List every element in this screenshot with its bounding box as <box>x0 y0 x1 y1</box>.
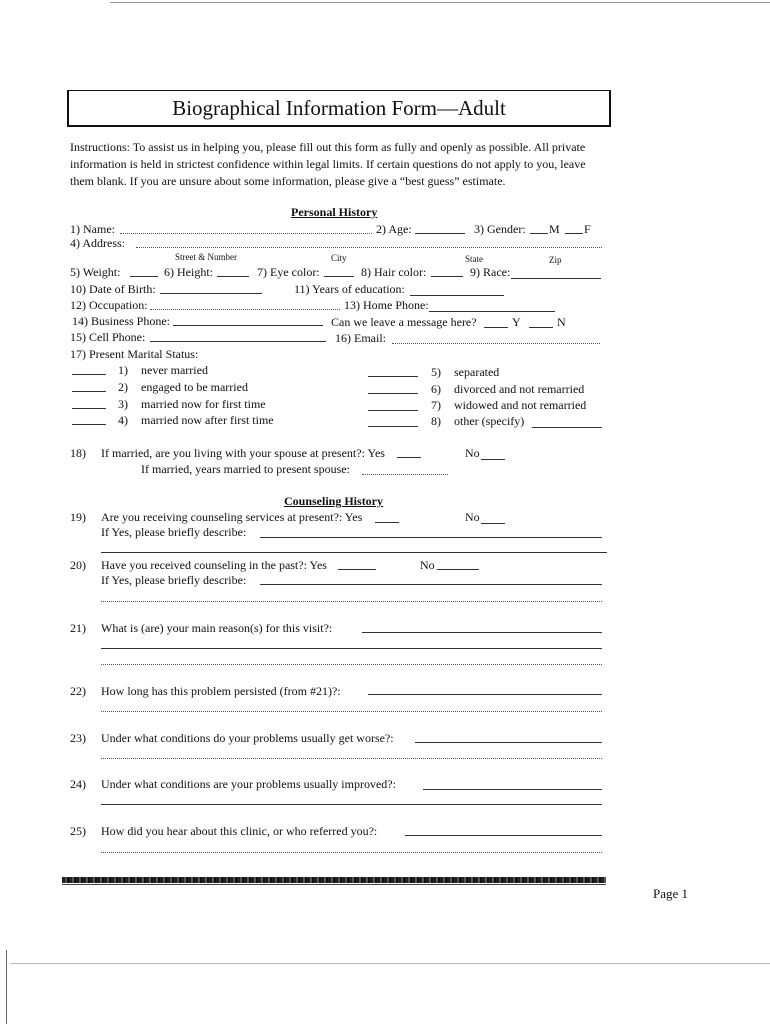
gender-m-option[interactable]: M <box>549 222 560 236</box>
marital-option-8: other (specify) <box>454 414 525 428</box>
marital-blank-8[interactable] <box>368 426 418 427</box>
education-field[interactable] <box>410 295 504 296</box>
eye-color-label: 7) Eye color: <box>257 265 320 279</box>
q24-field-2[interactable] <box>101 804 602 805</box>
hair-color-label: 8) Hair color: <box>361 265 427 279</box>
q20-no-label: No <box>420 558 435 572</box>
q21-label: What is (are) your main reason(s) for this visit?: <box>101 621 333 635</box>
message-yes-field[interactable] <box>484 327 508 328</box>
cell-phone-label: 15) Cell Phone: <box>70 330 146 344</box>
q23-field-1[interactable] <box>415 742 602 743</box>
counseling-history-heading: Counseling History <box>284 494 384 508</box>
q18-no-field[interactable] <box>481 459 505 460</box>
weight-field[interactable] <box>130 276 158 277</box>
q21-field-1[interactable] <box>362 632 602 633</box>
marital-other-field[interactable] <box>532 427 602 428</box>
eye-color-field[interactable] <box>324 276 354 277</box>
q22-label: How long has this problem persisted (from #21)?: <box>101 684 341 698</box>
weight-label: 5) Weight: <box>70 265 121 279</box>
personal-history-heading: Personal History <box>291 205 378 219</box>
address-city-caption: City <box>331 253 347 263</box>
q20-label: Have you received counseling in the past?: Yes <box>101 558 327 572</box>
q20b-field-1[interactable] <box>260 584 602 585</box>
address-street-caption: Street & Number <box>175 252 237 262</box>
age-label: 2) Age: <box>376 222 412 236</box>
cell-phone-field[interactable] <box>150 341 326 342</box>
instructions: Instructions: To assist us in helping you, please fill out this form as fully and openly as possible. All private information is held in strictest confidence within legal limits. If certain questions do not apply to you, leave them blank. If you are unsure about some information, please give a “best guess” estimate. <box>70 140 586 188</box>
q20-yes-field[interactable] <box>338 569 376 570</box>
q18-label: If married, are you living with your spouse at present?: Yes <box>101 446 385 460</box>
marital-blank-3[interactable] <box>72 408 106 409</box>
address-field[interactable] <box>136 247 602 248</box>
address-label: 4) Address: <box>70 236 125 250</box>
q21-field-3[interactable] <box>101 664 602 665</box>
q18-number: 18) <box>70 446 86 460</box>
occupation-field[interactable] <box>150 309 340 310</box>
gender-m-field[interactable] <box>530 233 548 234</box>
message-no-field[interactable] <box>529 327 553 328</box>
marital-num-6: 6) <box>431 382 441 396</box>
gender-label: 3) Gender: <box>474 222 526 236</box>
address-state-caption: State <box>465 254 483 264</box>
age-field[interactable] <box>415 233 465 234</box>
q22-field-1[interactable] <box>368 694 602 695</box>
marital-num-4: 4) <box>118 413 128 427</box>
q19-number: 19) <box>70 510 86 524</box>
dob-field[interactable] <box>160 293 262 294</box>
business-phone-label: 14) Business Phone: <box>72 314 171 328</box>
marital-num-5: 5) <box>431 365 441 379</box>
q22-field-2[interactable] <box>101 711 602 712</box>
name-field[interactable] <box>120 233 372 234</box>
marital-num-7: 7) <box>431 398 441 412</box>
q21-number: 21) <box>70 621 86 635</box>
form-title: Biographical Information Form—Adult <box>172 96 506 120</box>
marital-option-5: separated <box>454 365 500 379</box>
name-label: 1) Name: <box>70 222 115 236</box>
race-field[interactable] <box>511 278 601 279</box>
education-label: 11) Years of education: <box>294 282 405 296</box>
occupation-label: 12) Occupation: <box>70 298 148 312</box>
marital-blank-1[interactable] <box>72 374 106 375</box>
hair-color-field[interactable] <box>431 276 463 277</box>
q24-label: Under what conditions are your problems usually improved?: <box>101 777 396 791</box>
q19-no-label: No <box>465 510 480 524</box>
email-field[interactable] <box>392 343 600 344</box>
q23-field-2[interactable] <box>101 758 602 759</box>
q19b-field-1[interactable] <box>260 537 602 538</box>
scan-line-top <box>110 2 770 3</box>
page-number: Page 1 <box>653 886 689 901</box>
marital-option-2: engaged to be married <box>141 380 248 394</box>
home-phone-label: 13) Home Phone: <box>344 298 429 312</box>
q25-field-2[interactable] <box>101 852 602 853</box>
marital-status-label: 17) Present Marital Status: <box>70 347 199 361</box>
marital-num-1: 1) <box>118 363 128 377</box>
marital-option-4: married now after first time <box>141 413 274 427</box>
marital-option-3: married now for first time <box>141 397 266 411</box>
marital-blank-5[interactable] <box>368 376 418 377</box>
q19b-field-2[interactable] <box>101 552 607 553</box>
q25-number: 25) <box>70 824 86 838</box>
marital-blank-2[interactable] <box>72 391 106 392</box>
q18b-label: If married, years married to present spouse: <box>141 462 350 476</box>
message-yes-option[interactable]: Y <box>512 315 521 329</box>
gender-f-option[interactable]: F <box>584 222 591 236</box>
message-question: Can we leave a message here? <box>331 315 477 329</box>
marital-blank-6[interactable] <box>368 393 418 394</box>
marital-blank-4[interactable] <box>72 424 106 425</box>
footer-rule <box>62 877 606 883</box>
q18-no-label: No <box>465 446 480 460</box>
gender-f-field[interactable] <box>565 233 583 234</box>
q25-label: How did you hear about this clinic, or who referred you?: <box>101 824 378 838</box>
marital-num-8: 8) <box>431 414 441 428</box>
q19-yes-field[interactable] <box>375 522 399 523</box>
business-phone-field[interactable] <box>173 325 323 326</box>
q24-field-1[interactable] <box>423 789 602 790</box>
q20-no-field[interactable] <box>437 569 479 570</box>
q22-number: 22) <box>70 684 86 698</box>
scan-line-bottom <box>10 963 770 964</box>
height-label: 6) Height: <box>164 265 213 279</box>
q25-field-1[interactable] <box>405 835 602 836</box>
message-no-option[interactable]: N <box>557 315 566 329</box>
dob-label: 10) Date of Birth: <box>70 282 156 296</box>
q20b-field-2[interactable] <box>101 601 602 602</box>
height-field[interactable] <box>217 276 249 277</box>
q19b-label: If Yes, please briefly describe: <box>101 525 247 539</box>
q23-label: Under what conditions do your problems usually get worse?: <box>101 731 394 745</box>
q24-number: 24) <box>70 777 86 791</box>
scan-edge-left <box>6 950 7 1024</box>
footer-rule-thin <box>62 884 606 885</box>
q23-number: 23) <box>70 731 86 745</box>
marital-blank-7[interactable] <box>368 410 418 411</box>
title-box <box>67 90 611 127</box>
address-zip-caption: Zip <box>549 255 562 265</box>
q19-label: Are you receiving counseling services at present?: Yes <box>101 510 363 524</box>
marital-num-3: 3) <box>118 397 128 411</box>
email-label: 16) Email: <box>335 331 386 345</box>
marital-option-7: widowed and not remarried <box>454 398 587 412</box>
q20b-label: If Yes, please briefly describe: <box>101 573 247 587</box>
marital-option-6: divorced and not remarried <box>454 382 585 396</box>
marital-option-1: never married <box>141 363 208 377</box>
race-label: 9) Race: <box>470 265 511 279</box>
q18-yes-field[interactable] <box>397 457 421 458</box>
q19-no-field[interactable] <box>481 523 505 524</box>
q20-number: 20) <box>70 558 86 572</box>
marital-num-2: 2) <box>118 380 128 394</box>
home-phone-field[interactable] <box>429 311 555 312</box>
q18b-field[interactable] <box>362 474 448 475</box>
q21-field-2[interactable] <box>101 648 602 649</box>
